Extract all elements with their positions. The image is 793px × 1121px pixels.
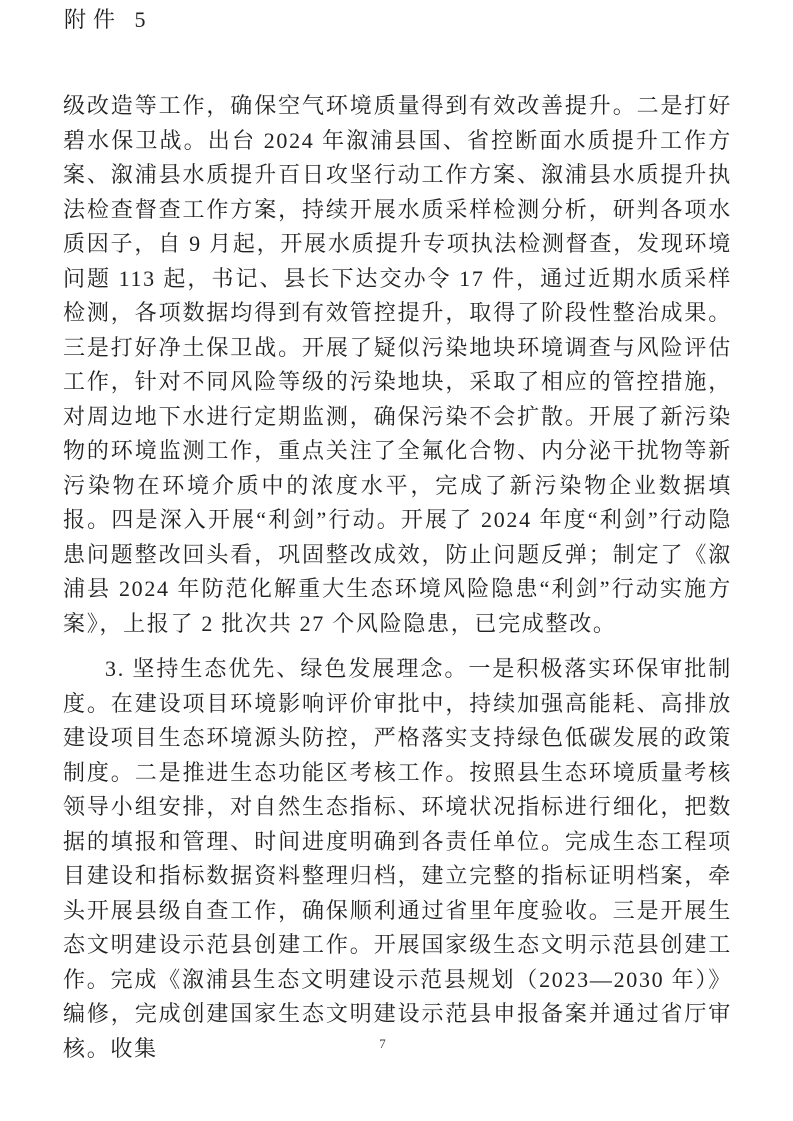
paragraph-continuation: 级改造等工作，确保空气环境质量得到有效改善提升。二是打好碧水保卫战。出台 2024 年溆浦县国、省控断面水质提升工作方案、溆浦县水质提升百日攻坚行动工作方案、溆浦县水质提升执法检查督查工作方案，持续开展水质采样检测分析，研判各项水质因子，自 9 月起，开展水质提升专项执法检测督查，发现环境问题 113 起，书记、县长下达交办令 17 件，通过近期水质采样检测，各项数据均得到有效管控提升，取得了阶段性整治成果。三是打好净土保卫战。开展了疑似污染地块环境调查与风险评估工作，针对不同风险等级的污染地块，采取了相应的管控措施，对周边地下水进行定期监测，确保污染不会扩散。开展了新污染物的环境监测工作，重点关注了全氟化合物、内分泌干扰物等新污染物在环境介质中的浓度水平，完成了新污染物企业数据填报。四是深入开展“利剑”行动。开展了 2024 年度“利剑”行动隐患问题整改回头看，巩固整改成效，防止问题反弹；制定了《溆浦县 2024 年防范化解重大生态环境风险隐患“利剑”行动实施方案》，上报了 2 批次共 27 个风险隐患，已完成整改。 <box>63 93 732 636</box>
paragraph-item-3: 3. 坚持生态优先、绿色发展理念。一是积极落实环保审批制度。在建设项目环境影响评价审批中，持续加强高能耗、高排放建设项目生态环境源头防控，严格落实支持绿色低碳发展的政策制度。二是推进生态功能区考核工作。按照县生态环境质量考核领导小组安排，对自然生态指标、环境状况指标进行细化，把数据的填报和管理、时间进度明确到各责任单位。完成生态工程项目建设和指标数据资料整理归档，建立完整的指标证明档案，牵头开展县级自查工作，确保顺利通过省里年度验收。三是开展生态文明建设示范县创建工作。开展国家级生态文明示范县创建工作。完成《溆浦县生态文明建设示范县规划（2023—2030 年）》编修，完成创建国家生态文明建设示范县申报备案并通过省厅审核。收集 <box>63 656 732 1061</box>
page-number: 7 <box>379 1036 386 1051</box>
attachment-label: 附件 5 <box>64 7 153 32</box>
document-body <box>63 89 732 1066</box>
